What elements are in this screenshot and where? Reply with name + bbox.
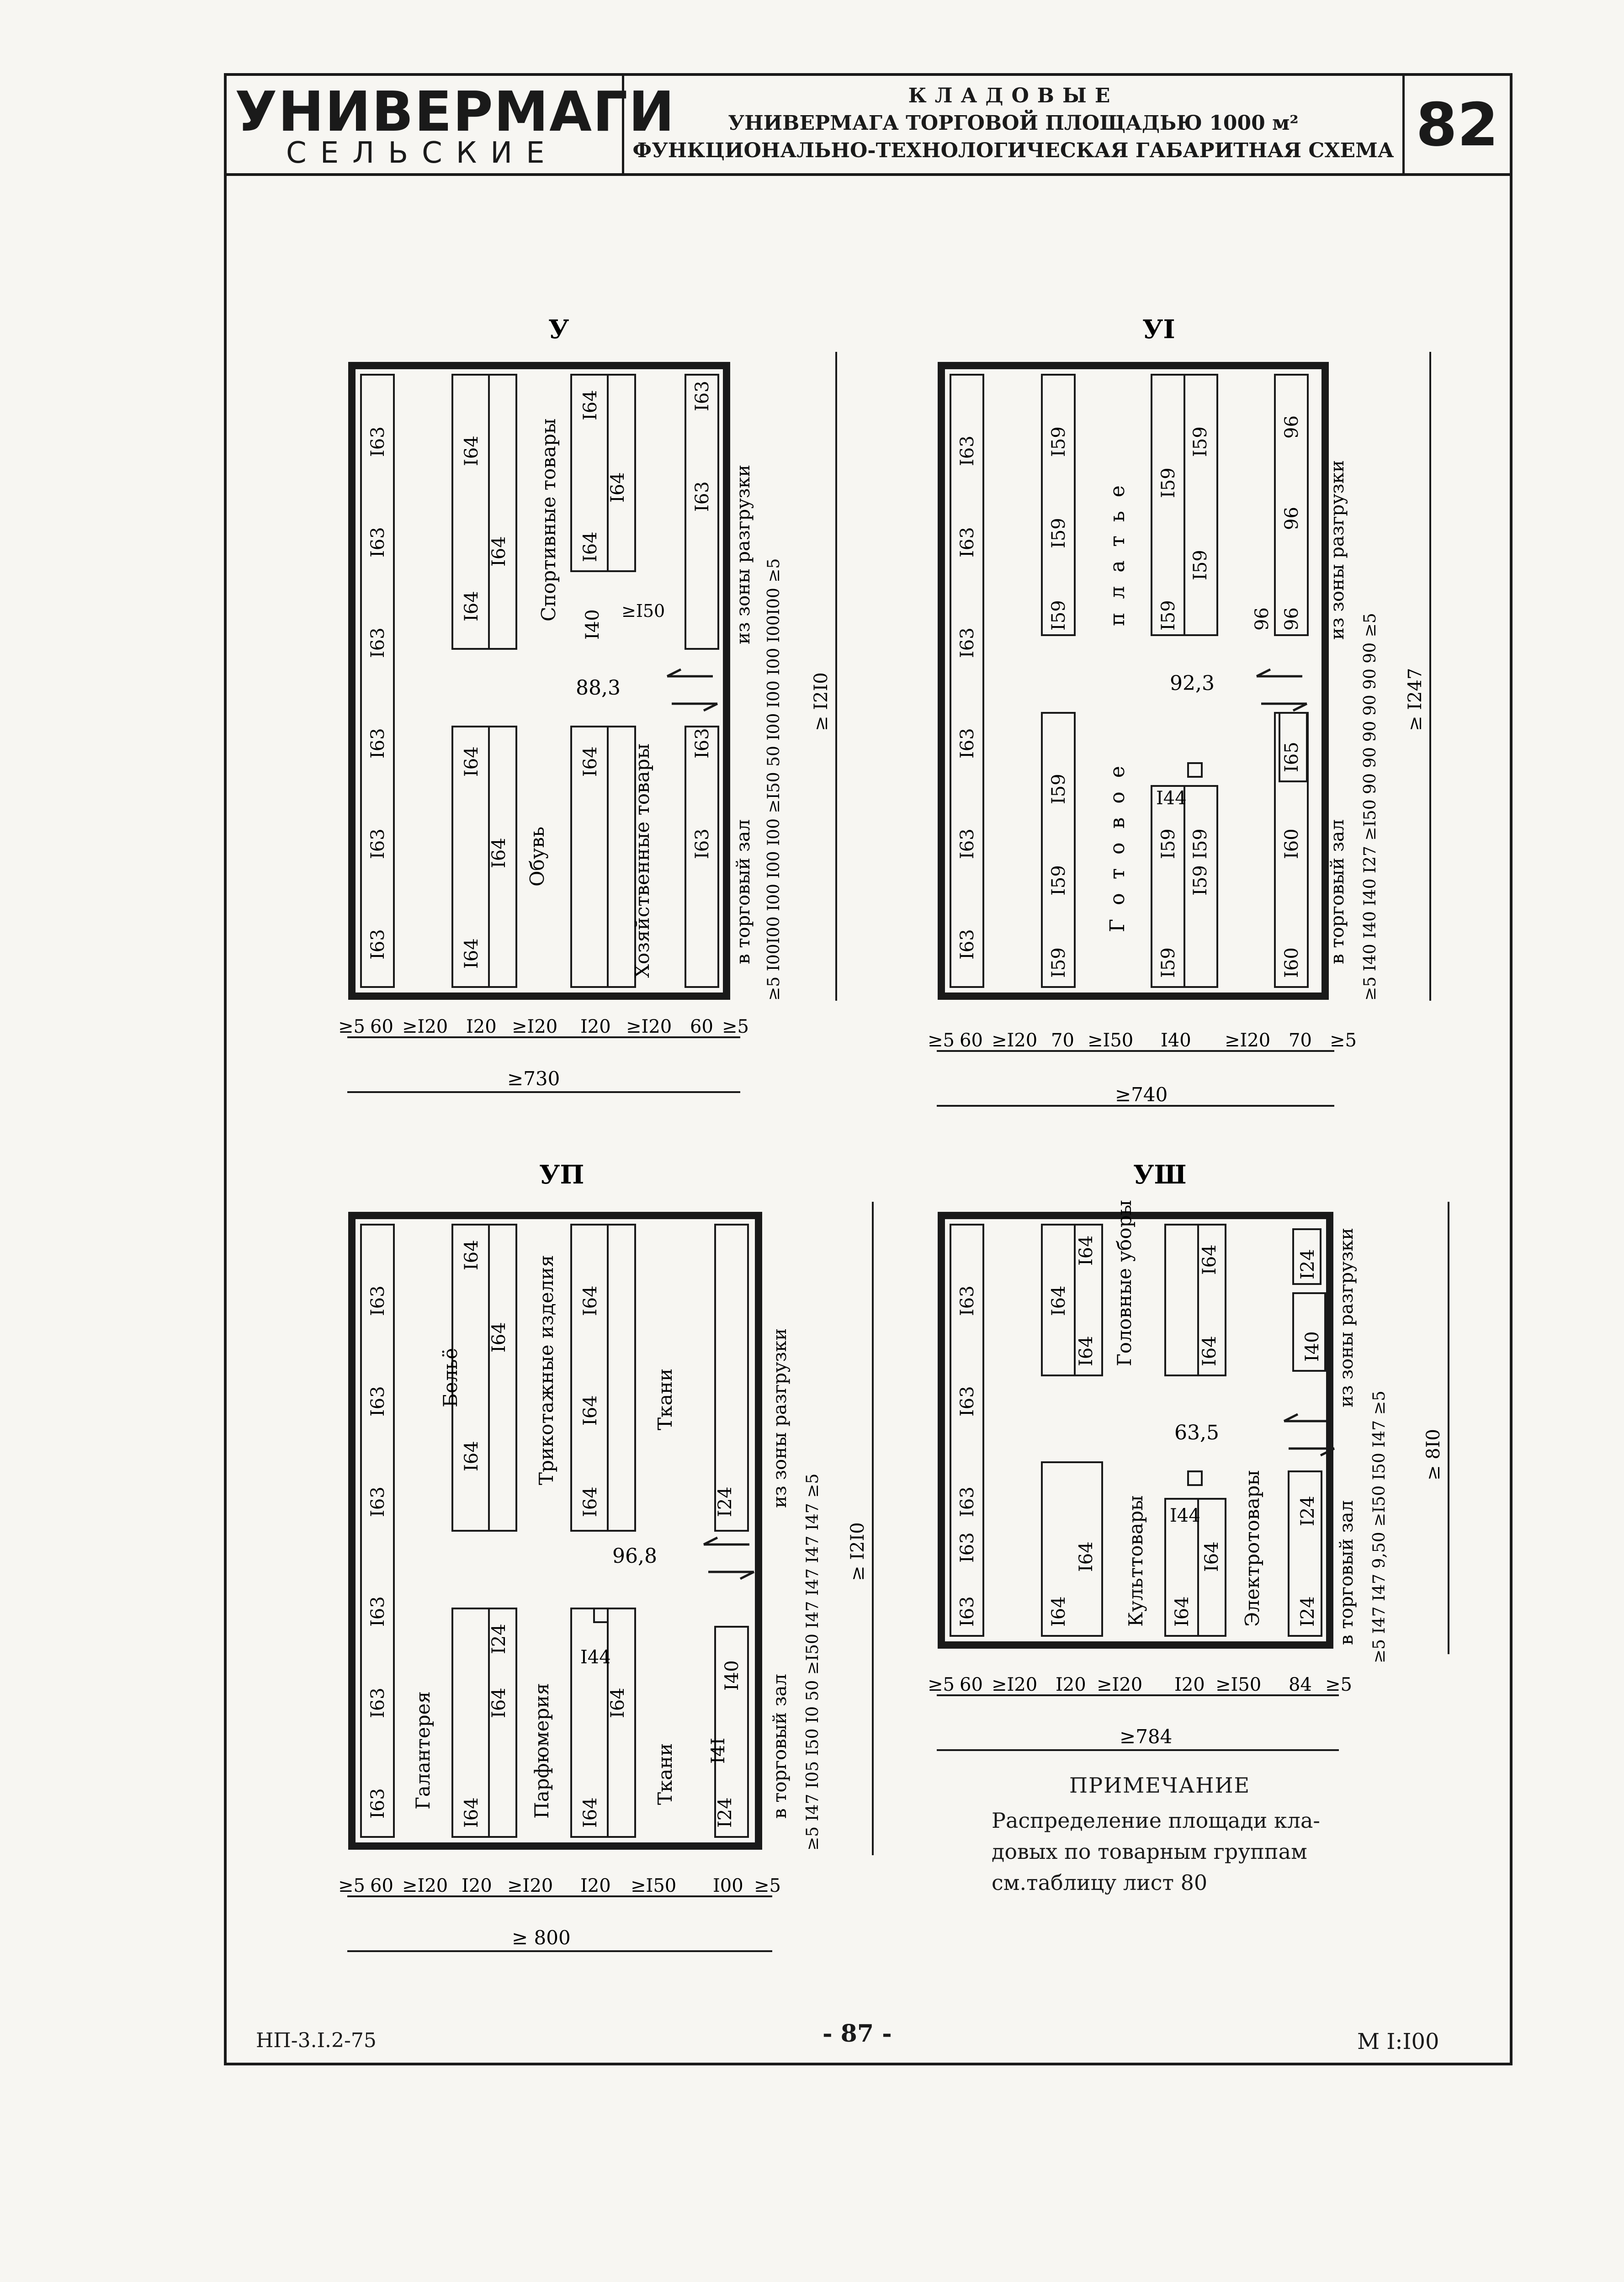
plan-8-cell: I24 [1297, 1249, 1318, 1279]
plan-7-bottom-dim: ≥5 [338, 1875, 365, 1896]
plan-5-label: Спортивные товары [537, 418, 560, 621]
note-text [992, 1805, 1449, 1898]
plan-5-cell: I64 [488, 838, 509, 868]
plan-7-bottom-dim: ≥5 [754, 1875, 781, 1896]
plan-7-area: 96,8 [612, 1544, 657, 1568]
plan-8-cell: I64 [1048, 1596, 1069, 1627]
plan-5-cell: I64 [461, 591, 482, 621]
plan-7-cell: I64 [580, 1797, 601, 1828]
note-title: ПРИМЕЧАНИЕ [1069, 1773, 1251, 1798]
plan-5-cell: I63 [692, 728, 713, 759]
logo-sub-text: СЕЛЬСКИЕ [286, 136, 558, 170]
plan-6-cell: 96 [1252, 607, 1273, 631]
title-line-1: КЛАДОВЫЕ [908, 84, 1119, 107]
logo-main-text: УНИВЕРМАГИ [235, 80, 675, 144]
plan-7-cell: I40 [722, 1660, 743, 1691]
scale-label: М I:I00 [1357, 2029, 1439, 2054]
plan-7-cell: I63 [367, 1788, 388, 1819]
note-line: см.таблицу лист 80 [992, 1870, 1208, 1895]
plan-5-cell: I64 [580, 390, 601, 420]
plan-5-area: 88,3 [576, 676, 621, 700]
plan-5-title: У [548, 314, 569, 345]
plan-6-cell: I59 [1190, 828, 1211, 859]
plan-7-bottom-dim: 60 [370, 1875, 393, 1896]
plan-6-cell: I59 [1190, 426, 1211, 457]
plan-5-right-dims: ≥5 I00I00 I00 I00 I00 ≥I50 50 I00 I00 I00 I00I00 ≥5 [764, 558, 783, 1001]
plan-7-bottom-dim: ≥I20 [402, 1875, 448, 1896]
plan-7-cell: I63 [367, 1596, 388, 1627]
plan-8-right-top: из зоны разгрузки [1336, 1227, 1357, 1407]
plan-6-cell: I59 [1190, 865, 1211, 896]
title-line-2: УНИВЕРМАГА ТОРГОВОЙ ПЛОЩАДЬЮ 1000 м² [728, 111, 1299, 135]
plan-7-cell: I64 [461, 1240, 482, 1270]
plan-7 [338, 1160, 873, 1951]
plan-6-cell: I63 [957, 527, 978, 557]
plan-6-bottom-total: ≥740 [1115, 1083, 1168, 1106]
plan-5-cell: I64 [461, 435, 482, 466]
plan-6-column-marker [1188, 763, 1202, 777]
plan-8-label: Головные уборы [1113, 1200, 1136, 1366]
plan-6 [928, 314, 1430, 1106]
plan-7-cell: I44 [580, 1647, 611, 1668]
plan-6-bottom-dim: 70 [1289, 1030, 1312, 1051]
note-line: Распределение площади кла- [992, 1808, 1320, 1833]
plan-6-cell: I60 [1281, 828, 1302, 859]
plan-6-racks [950, 375, 1308, 987]
plan-6-cell: I60 [1281, 947, 1302, 978]
plan-7-label: Парфюмерия [531, 1683, 553, 1819]
plan-8-cell: I64 [1048, 1285, 1069, 1316]
plan-6-cell: I59 [1048, 518, 1069, 548]
plan-5-cell: I64 [580, 746, 601, 777]
plan-6-bottom-dim: 70 [1051, 1030, 1074, 1051]
plan-8-cell: I63 [957, 1386, 978, 1417]
plan-8-right-bottom: в торговый зал [1336, 1500, 1357, 1645]
plan-6-cell: I59 [1158, 947, 1179, 978]
plan-5-cell: I64 [461, 938, 482, 969]
plan-8-title: УШ [1133, 1160, 1187, 1190]
plan-5-bottom-dim: 60 [690, 1016, 713, 1037]
plan-6-label: платье [1106, 472, 1129, 626]
plan-8-bottom-dim: 84 [1289, 1674, 1312, 1695]
plan-8-cell: I64 [1201, 1541, 1222, 1572]
plan-6-right-dims: ≥5 I40 I40 I40 I27 ≥I50 90 90 90 90 90 90 ≥5 [1361, 613, 1380, 1001]
plan-5-label: Обувь [526, 827, 548, 886]
plan-6-area: 92,3 [1170, 672, 1215, 695]
plan-8-cell: I64 [1076, 1235, 1097, 1266]
plan-6-cell: I59 [1158, 467, 1179, 498]
plan-5-bottom-total: ≥730 [507, 1067, 560, 1090]
plan-5-cell: I64 [461, 746, 482, 777]
plan-7-cell: I64 [461, 1441, 482, 1471]
plan-6-walls [941, 366, 1325, 996]
plan-5-cell: I63 [692, 381, 713, 411]
plan-5-flow-arrows [667, 669, 717, 711]
plan-6-cell: I59 [1190, 550, 1211, 580]
plan-6-cell: I63 [957, 435, 978, 466]
plan-5 [338, 314, 836, 1092]
plan-6-cell: I59 [1048, 947, 1069, 978]
plan-8-cell: I63 [957, 1596, 978, 1627]
plan-7-label: Трикотажные изделия [535, 1255, 557, 1485]
plan-7-label: Ткани [654, 1743, 676, 1805]
plan-6-cell: I65 [1281, 742, 1302, 772]
plan-7-right-bottom: в торговый зал [770, 1674, 791, 1819]
plan-5-right-top: из зоны разгрузки [733, 464, 754, 644]
plan-5-right-total: ≥ I2I0 [811, 672, 832, 731]
plan-7-cell: I64 [580, 1486, 601, 1517]
plan-7-cell: I63 [367, 1386, 388, 1417]
plan-5-cell: I63 [692, 828, 713, 859]
plan-7-label: Галантерея [412, 1691, 434, 1810]
plan-6-right-bottom: в торговый зал [1327, 819, 1348, 964]
plan-8-label: Электротовары [1241, 1470, 1263, 1627]
note-line: довых по товарным группам [992, 1839, 1307, 1864]
plan-8-bottom-total: ≥784 [1120, 1725, 1173, 1748]
plan-6-cell: 96 [1281, 415, 1302, 439]
plan-5-bottom-dim: I20 [466, 1016, 497, 1037]
plan-7-cell: I64 [488, 1322, 509, 1353]
plan-6-cell: I44 [1156, 788, 1187, 809]
plan-6-right-top: из зоны разгрузки [1327, 460, 1348, 640]
plan-6-cell: 96 [1281, 607, 1302, 631]
document-code: НП-3.I.2-75 [256, 2029, 377, 2052]
plan-7-cell: I24 [715, 1797, 736, 1828]
plan-8-cell: I64 [1172, 1596, 1193, 1627]
plan-5-dim-note: ≥I50 [621, 601, 665, 621]
plan-5-bottom-dim: ≥5 [338, 1016, 365, 1037]
plan-7-cell: I64 [488, 1688, 509, 1718]
plan-5-bottom-dim: ≥5 [722, 1016, 749, 1037]
plan-6-bottom-dim: ≥5 [1330, 1030, 1357, 1051]
plan-7-cell: I24 [488, 1624, 509, 1654]
plan-5-cell: I64 [607, 472, 628, 503]
plan-6-bottom-dim: ≥I20 [1225, 1030, 1271, 1051]
plan-8-column-marker [1188, 1471, 1202, 1485]
plan-5-bottom-dim: 60 [370, 1016, 393, 1037]
plan-5-cell: I63 [367, 929, 388, 960]
plan-8-label: Культтовары [1125, 1495, 1147, 1627]
plan-7-right-dims: ≥5 I47 I05 I50 I0 50 ≥I50 I47 I47 I47 I47 ≥5 [803, 1473, 822, 1851]
plan-5-bottom-dim: I20 [580, 1016, 611, 1037]
sheet-number: 82 [1402, 76, 1510, 173]
plan-6-title: УI [1142, 314, 1175, 345]
plan-6-cell: I63 [957, 728, 978, 759]
plan-8-bottom-dim: I20 [1174, 1674, 1205, 1695]
plan-8 [928, 1160, 1449, 1750]
plan-8-cell: I63 [957, 1285, 978, 1316]
plan-5-right-bottom: в торговый зал [733, 819, 754, 964]
plan-7-cell: I4I [708, 1737, 729, 1764]
plan-8-cell: I64 [1076, 1541, 1097, 1572]
plan-5-bottom-dim: ≥I20 [402, 1016, 448, 1037]
plan-6-cell: I63 [957, 828, 978, 859]
plan-6-cell: I63 [957, 627, 978, 658]
plan-5-cell: I40 [582, 609, 603, 640]
plan-6-bottom-dim: ≥I20 [992, 1030, 1038, 1051]
plan-5-cell: I64 [488, 536, 509, 567]
plan-7-bottom-dim: ≥I50 [631, 1875, 677, 1896]
plan-5-bottom-dim: ≥I20 [626, 1016, 672, 1037]
plan-6-cell: I63 [957, 929, 978, 960]
plan-5-cell: I64 [580, 531, 601, 562]
plan-6-bottom-dim: I40 [1161, 1030, 1191, 1051]
plan-7-cell: I24 [715, 1486, 736, 1517]
plan-7-column-marker [594, 1608, 608, 1622]
plan-8-area: 63,5 [1174, 1421, 1219, 1444]
plan-5-cell: I63 [367, 527, 388, 557]
plan-7-flow-arrows [704, 1538, 754, 1579]
plan-8-right-total: ≥ 8I0 [1423, 1429, 1444, 1481]
plan-5-cell: I63 [692, 481, 713, 512]
plan-8-cell: I63 [957, 1532, 978, 1563]
plan-8-bottom-dim: ≥5 [1325, 1674, 1352, 1695]
plan-8-cell: I63 [957, 1486, 978, 1517]
plan-8-cell: I40 [1302, 1331, 1323, 1362]
plan-5-cell: I63 [367, 627, 388, 658]
plan-6-flow-arrows [1257, 669, 1307, 711]
plan-6-cell: I59 [1048, 865, 1069, 896]
plan-7-cell: I64 [580, 1285, 601, 1316]
plan-5-label: Хозяйственные товары [631, 743, 653, 978]
plan-6-cell: I59 [1048, 774, 1069, 804]
plan-7-bottom-dim: I20 [462, 1875, 492, 1896]
plan-7-bottom-dim: ≥I20 [507, 1875, 553, 1896]
plan-7-cell: I63 [367, 1486, 388, 1517]
plan-6-bottom-dim: ≥5 [928, 1030, 955, 1051]
plan-8-right-dims: ≥5 I47 I47 9,50 ≥I50 I50 I47 ≥5 [1370, 1390, 1389, 1663]
plan-7-bottom-total: ≥ 800 [512, 1926, 571, 1949]
plan-7-cell: I64 [607, 1688, 628, 1718]
plan-8-bottom-dim: ≥I20 [992, 1674, 1038, 1695]
plan-8-cell: I24 [1297, 1496, 1318, 1526]
plan-5-cell: I63 [367, 828, 388, 859]
plan-8-bottom-dim: ≥I20 [1097, 1674, 1143, 1695]
plan-8-cell: I24 [1297, 1596, 1318, 1627]
page-number: - 87 - [823, 2020, 892, 2048]
plan-8-bottom-dim: ≥I50 [1215, 1674, 1262, 1695]
title-line-3: ФУНКЦИОНАЛЬНО-ТЕХНОЛОГИЧЕСКАЯ ГАБАРИТНАЯ СХЕМА [632, 139, 1394, 162]
plan-5-cell: I63 [367, 728, 388, 759]
plan-8-cell: I44 [1170, 1505, 1200, 1526]
plan-6-label: Готовое [1106, 752, 1129, 932]
plan-7-title: УП [539, 1160, 584, 1190]
plan-5-cell: I63 [367, 426, 388, 457]
plan-6-cell: I59 [1048, 600, 1069, 631]
plan-6-cell: 96 [1281, 507, 1302, 530]
plan-8-bottom-dim: 60 [960, 1674, 983, 1695]
plan-6-bottom-dim: 60 [960, 1030, 983, 1051]
plan-7-label: Бельё [439, 1348, 462, 1407]
plan-8-cell: I64 [1199, 1244, 1220, 1275]
plan-7-cell: I63 [367, 1285, 388, 1316]
plan-8-bottom-dim: ≥5 [928, 1674, 955, 1695]
plan-8-cell: I64 [1076, 1336, 1097, 1366]
plan-8-bottom-dim: I20 [1056, 1674, 1086, 1695]
plan-7-cell: I64 [580, 1395, 601, 1426]
plan-7-right-total: ≥ I2I0 [847, 1522, 868, 1581]
plan-6-right-total: ≥ I247 [1405, 668, 1426, 731]
plan-7-bottom-dim: I20 [580, 1875, 611, 1896]
plan-6-cell: I59 [1048, 426, 1069, 457]
plan-7-cell: I63 [367, 1688, 388, 1718]
plan-7-bottom-dim: I00 [713, 1875, 743, 1896]
plan-7-cell: I64 [461, 1797, 482, 1828]
plan-7-right-top: из зоны разгрузки [770, 1328, 791, 1508]
plan-5-bottom-dim: ≥I20 [512, 1016, 558, 1037]
plan-6-cell: I59 [1158, 600, 1179, 631]
plan-6-cell: I59 [1158, 828, 1179, 859]
plan-8-cell: I64 [1199, 1336, 1220, 1366]
plan-6-bottom-dim: ≥I50 [1088, 1030, 1134, 1051]
plan-7-label: Ткани [654, 1368, 676, 1430]
